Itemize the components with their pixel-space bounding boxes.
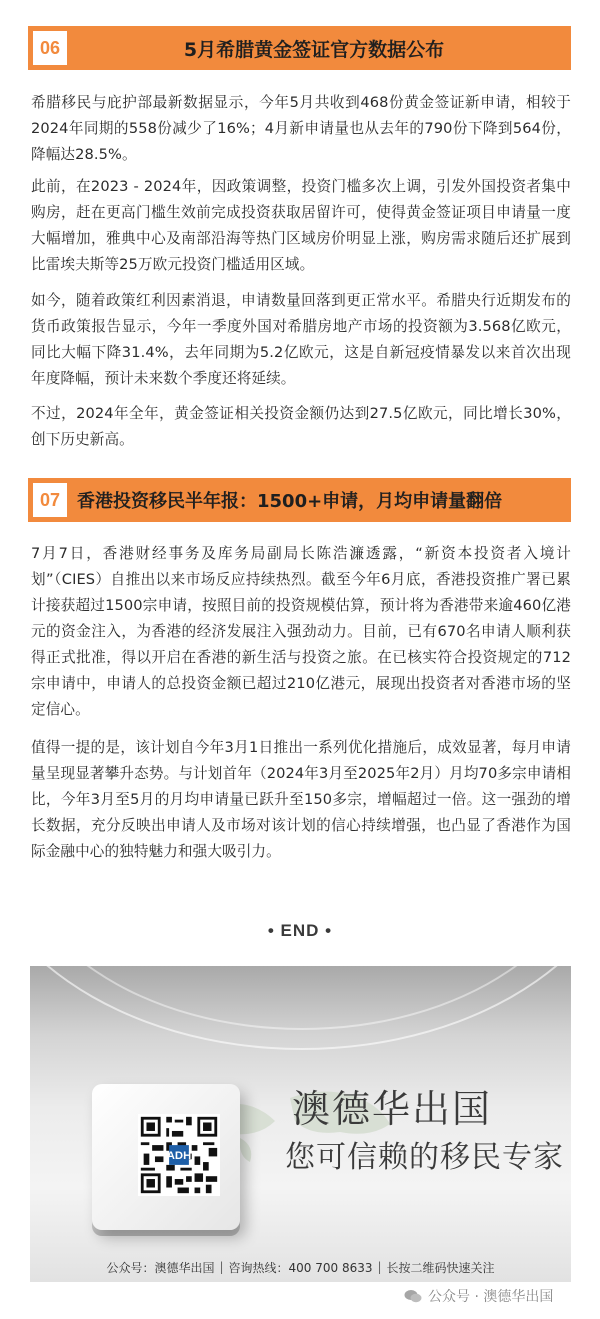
footer-separator: | (377, 1260, 382, 1274)
footer-separator: | (219, 1260, 224, 1274)
watermark-text: 公众号 · 澳德华出国 (428, 1289, 554, 1305)
section-06-header (28, 26, 571, 70)
section-title: 香港投资移民半年报：1500+申请，月均申请量翻倍 (77, 491, 503, 512)
section-number: 07 (33, 483, 67, 517)
paragraph: 7月7日，香港财经事务及库务局副局长陈浩濂透露，“新资本投资者入境计划”（CIES）自推出以来市场反应持续热烈。截至今年6月底，香港投资推广署已累计接获超过1500宗申请，按照目前的投资规模估算，预计将为香港带来逾460亿港元的资金注入，为香港的经济发展注入强劲动力。目前，已有670名申请人顺利获得正式批准，得以开启在香港的新生活与投资之旅。在已核实符合投资规定的712宗申请中，申请人的总投资金额已超过210亿港元，展现出投资者对香港市场的坚定信心。 (31, 545, 571, 718)
banner-footer (30, 1252, 571, 1282)
brand-name: 澳德华出国 (292, 1087, 493, 1131)
paragraph: 如今，随着政策红利因素消退，申请数量回落到更正常水平。希腊央行近期发布的货币政策报告显示，今年一季度外国对希腊房地产市场的投资额为3.568亿欧元，同比大幅下降31.4%，去年同期为5.2亿欧元，这是自新冠疫情暴发以来首次出现年度降幅，预计未来数个季度还将延续。 (31, 292, 571, 387)
section-number: 06 (33, 31, 67, 65)
wechat-icon (404, 1289, 422, 1303)
section-07-header (28, 478, 571, 522)
footer-hotline[interactable]: 咨询热线：400 700 8633 (228, 1260, 373, 1275)
qr-code-icon[interactable] (138, 1114, 220, 1196)
account-watermark (404, 1286, 553, 1306)
section-title: 5月希腊黄金签证官方数据公布 (183, 38, 445, 61)
paragraph: 希腊移民与庇护部最新数据显示，今年5月共收到468份黄金签证新申请，相较于2024年同期的558份减少了16%；4月新申请量也从去年的790份下降到564份，降幅达28.5%。 (31, 94, 571, 163)
brand-slogan: 您可信赖的移民专家 (285, 1140, 564, 1175)
footer-account: 公众号：澳德华出国 (106, 1260, 215, 1275)
paragraph: 值得一提的是，该计划自今年3月1日推出一系列优化措施后，成效显著，每月申请量呈现显著攀升态势。与计划首年（2024年3月至2025年2月）月均70多宗申请相比，今年3月至5月的月均申请量已跃升至150多宗，增幅超过一倍。这一强劲的增长数据，充分反映出申请人及市场对该计划的信心持续增强，也凸显了香港作为国际金融中心的独特魅力和强大吸引力。 (31, 739, 571, 860)
promo-banner (30, 966, 571, 1282)
svg-text:ADH: ADH (166, 1150, 192, 1163)
footer-tip: 长按二维码快速关注 (386, 1260, 495, 1275)
paragraph: 不过，2024年全年，黄金签证相关投资金额仍达到27.5亿欧元，同比增长30%，创下历史新高。 (31, 405, 571, 448)
paragraph: 此前，在2023 - 2024年，因政策调整，投资门槛多次上调，引发外国投资者集中购房，赶在更高门槛生效前完成投资获取居留许可，使得黄金签证项目申请量一度大幅增加，雅典中心及南部沿海等热门区域房价明显上涨，购房需求随后还扩展到比雷埃夫斯等25万欧元投资门槛适用区域。 (31, 178, 571, 273)
end-marker: • END • (267, 921, 333, 940)
